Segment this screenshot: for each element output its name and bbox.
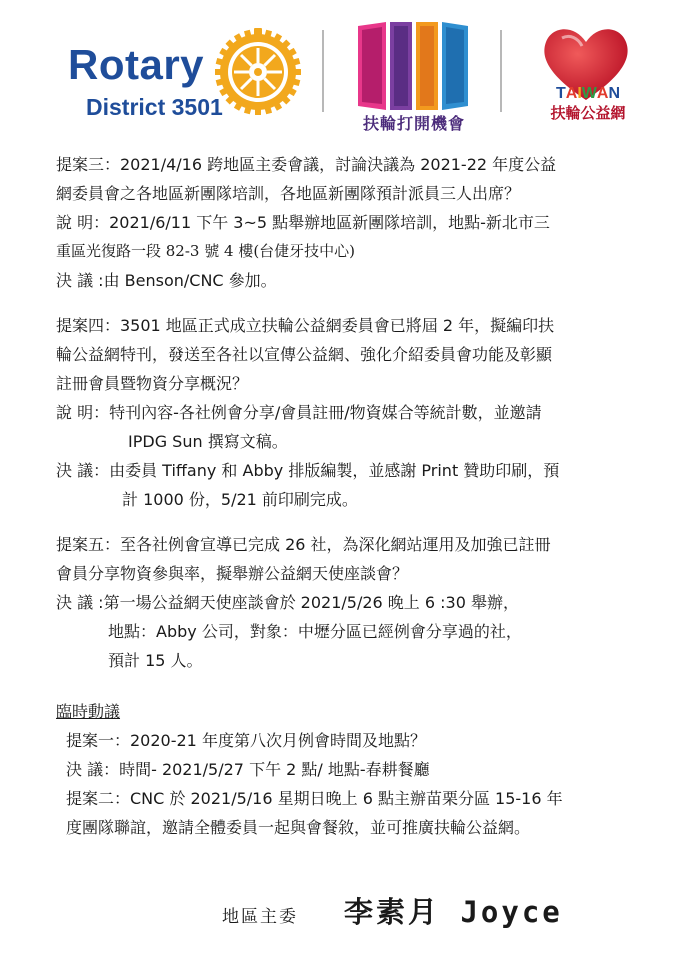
taiwan-letter: T xyxy=(555,85,566,102)
proposal-4-title-line: 註冊會員暨物資分享概況？ xyxy=(56,374,249,393)
rotary-wheel-icon xyxy=(214,28,302,116)
temporary-motions-heading: 臨時動議 xyxy=(56,702,121,721)
signer-role: 地區主委 xyxy=(222,907,298,927)
temporary-proposal-1: 提案一：2020-21 年度第八次月例會時間及地點？ xyxy=(66,731,426,750)
temporary-proposal-2: 度團隊聯誼，邀請全體委員一起與會餐敘，並可推廣扶輪公益網。 xyxy=(66,818,531,837)
proposal-4-explain xyxy=(56,398,636,427)
proposal-4-title-line: 輪公益網特刊，發送至各社以宣傳公益網、強化介紹委員會功能及彰顯 xyxy=(56,345,553,364)
open-doors-logo-icon xyxy=(352,20,474,112)
taiwan-letter: A xyxy=(596,85,609,102)
taiwan-letter: I xyxy=(577,85,582,102)
explain-text: IPDG Sun 撰寫文稿。 xyxy=(128,432,288,451)
resolution-label: 決 議 : xyxy=(56,593,104,612)
minutes-body xyxy=(56,150,636,842)
letterhead xyxy=(0,0,689,140)
taiwan-letter: W xyxy=(581,85,597,102)
proposal-5-title-line: 提案五：至各社例會宣導已完成 26 社，為深化網站運用及加強已註冊 xyxy=(56,535,551,554)
proposal-5-resolution xyxy=(56,588,636,617)
divider-line xyxy=(322,30,324,112)
proposal-4 xyxy=(56,311,636,514)
explain-label: 說 明： xyxy=(56,213,110,232)
resolution-text: 由 Benson/CNC 參加。 xyxy=(103,271,277,290)
taiwan-letter: A xyxy=(565,85,578,102)
proposal-4-title-line: 提案四：3501 地區正式成立扶輪公益網委員會已將屆 2 年，擬編印扶 xyxy=(56,316,555,335)
temporary-proposal-1-resolution: 決 議：時間- 2021/5/27 下午 2 點/ 地點-春耕餐廳 xyxy=(66,760,430,779)
temporary-proposal-2: 提案二：CNC 於 2021/5/16 星期日晚上 6 點主辦苗栗分區 15-16 年 xyxy=(66,789,563,808)
rotary-logo-text: Rotary xyxy=(68,41,205,88)
signer-name: 李素月 Joyce xyxy=(344,895,563,929)
explain-label: 說 明： xyxy=(56,403,110,422)
resolution-label: 決 議： xyxy=(56,461,110,480)
proposal-3-resolution xyxy=(56,266,636,295)
resolution-text: 地點：Abby 公司，對象：中壢分區已經例會分享過的社， xyxy=(108,622,522,641)
resolution-text: 預計 15 人。 xyxy=(108,651,203,670)
resolution-label: 決 議 : xyxy=(56,271,104,290)
proposal-5 xyxy=(56,530,636,675)
proposal-3-title-line: 提案三：2021/4/16 跨地區主委會議，討論決議為 2021-22 年度公益 xyxy=(56,155,557,174)
temporary-motions xyxy=(56,691,636,842)
taiwan-word xyxy=(542,86,634,102)
proposal-3-explain xyxy=(56,208,636,237)
divider-line xyxy=(500,30,502,112)
explain-text: 特刊內容-各社例會分享/會員註冊/物資媒合等統計數，並邀請 xyxy=(109,403,542,422)
heart-caption: 扶輪公益網 xyxy=(550,104,626,122)
explain-text: 2021/6/11 下午 3~5 點舉辦地區新團隊培訓，地點-新北市三 xyxy=(109,213,550,232)
proposal-5-title-line: 會員分享物資參與率，擬舉辦公益網天使座談會？ xyxy=(56,564,409,583)
proposal-3 xyxy=(56,150,636,295)
resolution-text: 由委員 Tiffany 和 Abby 排版編製，並感謝 Print 贊助印刷，預 xyxy=(109,461,560,480)
doors-caption: 扶輪打開機會 xyxy=(362,114,465,133)
rotary-district-text: District 3501 xyxy=(86,94,223,120)
proposal-4-resolution xyxy=(56,456,636,485)
explain-text: 重區光復路一段 82-3 號 4 樓(台倢牙技中心) xyxy=(56,242,356,260)
resolution-text: 第一場公益網天使座談會於 2021/5/26 晚上 6 :30 舉辦， xyxy=(103,593,519,612)
taiwan-letter: N xyxy=(608,85,621,102)
resolution-text: 計 1000 份，5/21 前印刷完成。 xyxy=(122,490,358,509)
signature-block xyxy=(0,880,689,940)
proposal-3-title-line: 網委員會之各地區新團隊培訓，各地區新團隊預計派員三人出席？ xyxy=(56,184,521,203)
